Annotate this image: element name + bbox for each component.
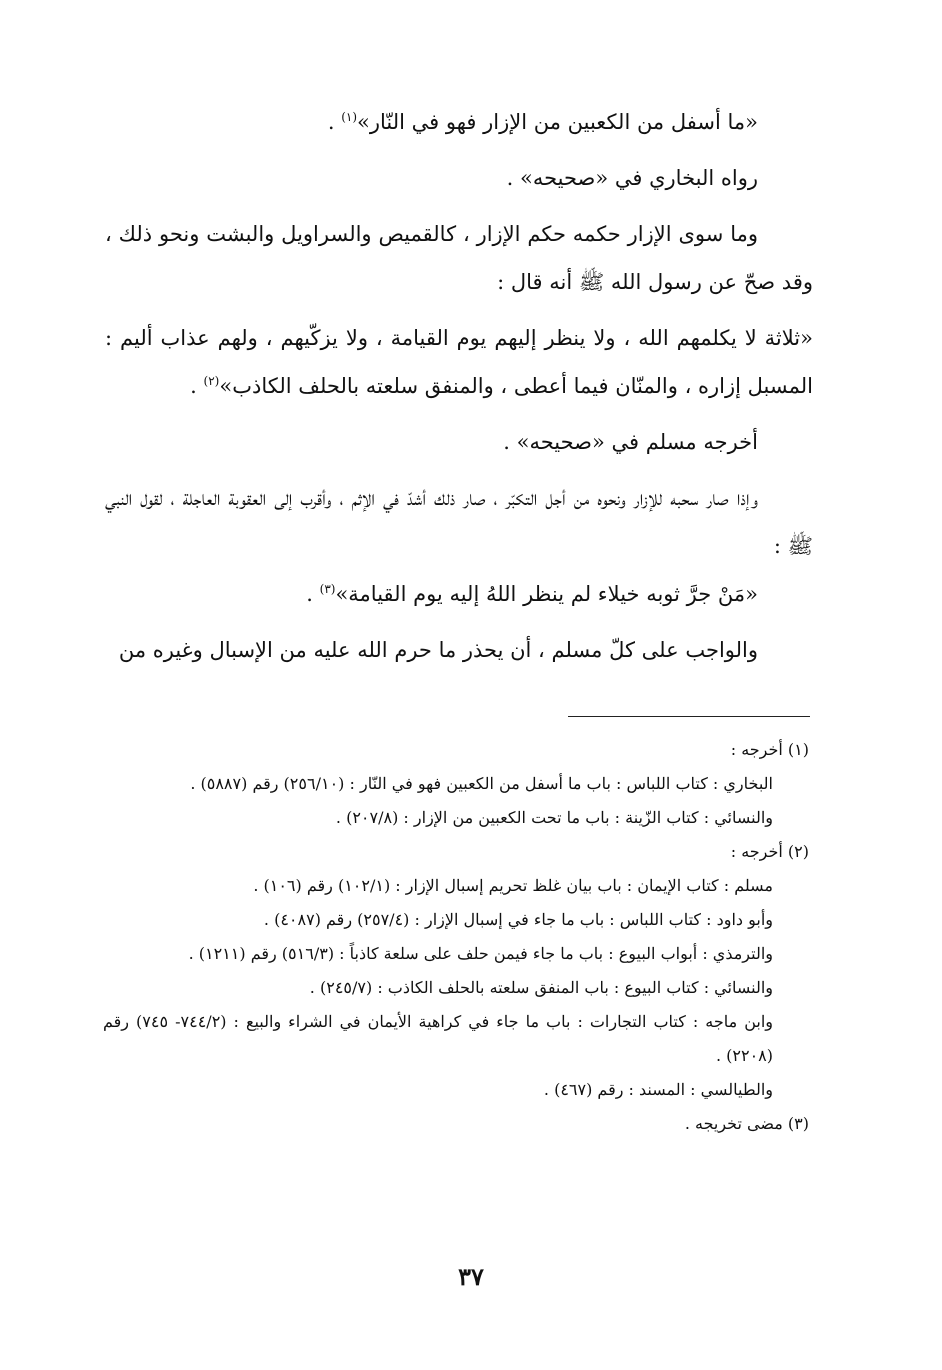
paragraph: رواه البخاري في «صحيحه» . [506,166,758,190]
main-text [105,98,813,674]
footnote-heading: (١) أخرجه : [730,740,809,759]
hadith-quote-3: «مَنْ جرَّ ثوبه خيلاء لم ينظر اللهُ إليه يوم القيامة»$^{(٣)}$ . [306,582,758,606]
footnote-item: والنسائي : كتاب الزّينة : باب ما تحت الكعبين من الإزار : (٢٠٧/٨) . [335,808,773,827]
footnote-item: مسلم : كتاب الإيمان : باب بيان غلظ تحريم إسبال الإزار : (١٠٢/١) رقم (١٠٦) . [253,876,773,895]
footnote-item: وأبو داود : كتاب اللباس : باب ما جاء في إسبال الإزار : (٢٥٧/٤) رقم (٤٠٨٧) . [263,910,773,929]
footnote-item: والترمذي : أبواب البيوع : باب ما جاء فيمن حلف على سلعة كاذباً : (٥١٦/٣) رقم (١٢١١) . [188,944,773,963]
footnote-item: والطيالسي : المسند : رقم (٤٦٧) . [543,1080,773,1099]
hadith-text: «ما أسفل من الكعبين من الإزار فهو في النّار» [357,110,758,134]
footnote-divider [568,716,810,717]
hadith-text: «ثلاثة لا يكلمهم الله ، ولا ينظر إليهم يوم القيامة ، ولا يزكّيهم ، ولهم عذاب أليم : المسبل إزاره ، والمنّان فيما أعطى ، والمنفق سلعته بالحلف الكاذب» [105,326,813,398]
paragraph: وما سوى الإزار حكمه حكم الإزار ، كالقميص والسراويل والبشت ونحو ذلك ، وقد صحّ عن رسول الله ﷺ أنه قال : [105,222,813,294]
footnote-item: وابن ماجه : كتاب التجارات : باب ما جاء في كراهية الأيمان في الشراء والبيع : (٧٤٤/٢- ٧٤٥) رقم (٢٢٠٨) . [103,1012,774,1065]
footnotes [103,733,809,1141]
footnote-ref[interactable]: (٢) [203,374,220,388]
page-number: ٣٧ [458,1262,484,1291]
hadith-quote-1: «ما أسفل من الكعبين من الإزار فهو في النّار»$^{(١)}$ . [327,110,758,134]
paragraph: والواجب على كلّ مسلم ، أن يحذر ما حرم الله عليه من الإسبال وغيره من [118,638,758,662]
footnote-heading: (٢) أخرجه : [730,842,809,861]
footnote-item: البخاري : كتاب اللباس : باب ما أسفل من الكعبين فهو في النّار : (٢٥٦/١٠) رقم (٥٨٨٧) . [190,774,773,793]
footnote-item: والنسائي : كتاب البيوع : باب المنفق سلعته بالحلف الكاذب : (٢٤٥/٧) . [309,978,773,997]
paragraph: وإذا صار سحبه للإزار ونحوه من أجل التكبّر ، صار ذلك أشدّ في الإثم ، وأقرب إلى العقوبة العاجلة ، لقول النبي ﷺ : [105,486,813,558]
footnote-ref[interactable]: (٣) [319,582,336,596]
paragraph: أخرجه مسلم في «صحيحه» . [503,430,758,454]
hadith-text: «مَنْ جرَّ ثوبه خيلاء لم ينظر اللهُ إليه يوم القيامة» [335,582,758,606]
footnote-heading: (٣) مضى تخريجه . [684,1114,809,1133]
hadith-quote-2: «ثلاثة لا يكلمهم الله ، ولا ينظر إليهم يوم القيامة ، ولا يزكّيهم ، ولهم عذاب أليم : المسبل إزاره ، والمنّان فيما أعطى ، والمنفق سلعته بالحلف الكاذب»$^{(٢)}$ . [105,326,813,398]
footnote-ref[interactable]: (١) [341,110,358,124]
